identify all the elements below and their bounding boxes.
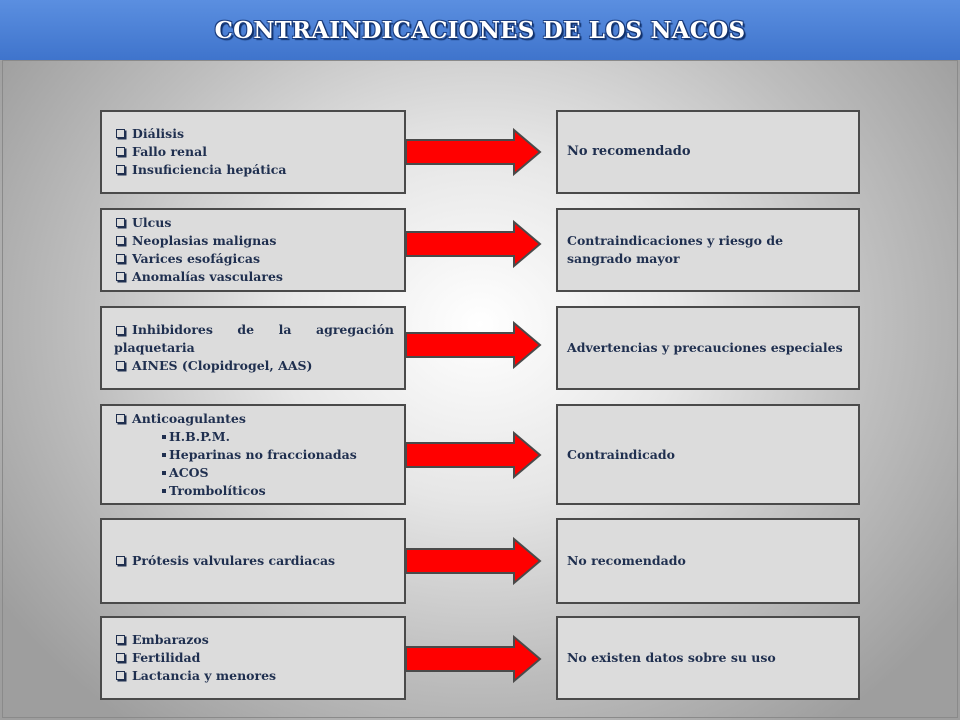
arrow-right-icon — [402, 218, 542, 270]
condition-item: Insuficiencia hepática — [114, 161, 394, 179]
checkbox-bullet-icon — [116, 414, 125, 423]
arrow-right-icon — [402, 429, 542, 481]
recommendation-box-4: Contraindicado — [556, 404, 860, 505]
checkbox-bullet-icon — [116, 635, 125, 644]
arrow-right-icon — [402, 633, 542, 685]
condition-item: AINES (Clopidrogel, AAS) — [114, 357, 394, 375]
arrow-right-icon — [402, 535, 542, 587]
condition-item: Fallo renal — [114, 143, 394, 161]
sub-item: Heparinas no fraccionadas — [114, 446, 394, 464]
sub-item: ACOS — [114, 464, 394, 482]
condition-item: Fertilidad — [114, 649, 394, 667]
checkbox-bullet-icon — [116, 254, 125, 263]
checkbox-bullet-icon — [116, 272, 125, 281]
checkbox-bullet-icon — [116, 129, 125, 138]
checkbox-bullet-icon — [116, 671, 125, 680]
condition-box-2 — [100, 208, 406, 292]
page-title: CONTRAINDICACIONES DE LOS NACOS — [214, 16, 746, 44]
square-bullet-icon — [162, 489, 166, 493]
condition-item: Neoplasias malignas — [114, 232, 394, 250]
title-bar — [0, 0, 960, 60]
condition-item: Prótesis valvulares cardiacas — [114, 552, 394, 570]
condition-box-6 — [100, 616, 406, 700]
condition-item: Lactancia y menores — [114, 667, 394, 685]
recommendation-box-5: No recomendado — [556, 518, 860, 604]
checkbox-bullet-icon — [116, 556, 125, 565]
arrow-right-icon — [402, 319, 542, 371]
condition-item: Anomalías vasculares — [114, 268, 394, 286]
checkbox-bullet-icon — [116, 236, 125, 245]
recommendation-box-2: Contraindicaciones y riesgo de sangrado mayor — [556, 208, 860, 292]
condition-item: Embarazos — [114, 631, 394, 649]
condition-box-4 — [100, 404, 406, 505]
condition-box-1 — [100, 110, 406, 194]
condition-box-5 — [100, 518, 406, 604]
condition-item: Varices esofágicas — [114, 250, 394, 268]
condition-item: Diálisis — [114, 125, 394, 143]
checkbox-bullet-icon — [116, 653, 125, 662]
checkbox-bullet-icon — [116, 361, 125, 370]
square-bullet-icon — [162, 435, 166, 439]
condition-item: Ulcus — [114, 214, 394, 232]
condition-box-3 — [100, 306, 406, 390]
recommendation-box-3: Advertencias y precauciones especiales — [556, 306, 860, 390]
checkbox-bullet-icon — [116, 218, 125, 227]
condition-item: Inhibidores de la agregación plaquetaria — [114, 322, 394, 355]
checkbox-bullet-icon — [116, 165, 125, 174]
arrow-right-icon — [402, 126, 542, 178]
checkbox-bullet-icon — [116, 147, 125, 156]
condition-item: Anticoagulantes — [114, 410, 394, 428]
square-bullet-icon — [162, 453, 166, 457]
square-bullet-icon — [162, 471, 166, 475]
recommendation-box-6: No existen datos sobre su uso — [556, 616, 860, 700]
sub-item: Trombolíticos — [114, 482, 394, 500]
sub-item: H.B.P.M. — [114, 428, 394, 446]
recommendation-box-1: No recomendado — [556, 110, 860, 194]
checkbox-bullet-icon — [116, 326, 125, 335]
